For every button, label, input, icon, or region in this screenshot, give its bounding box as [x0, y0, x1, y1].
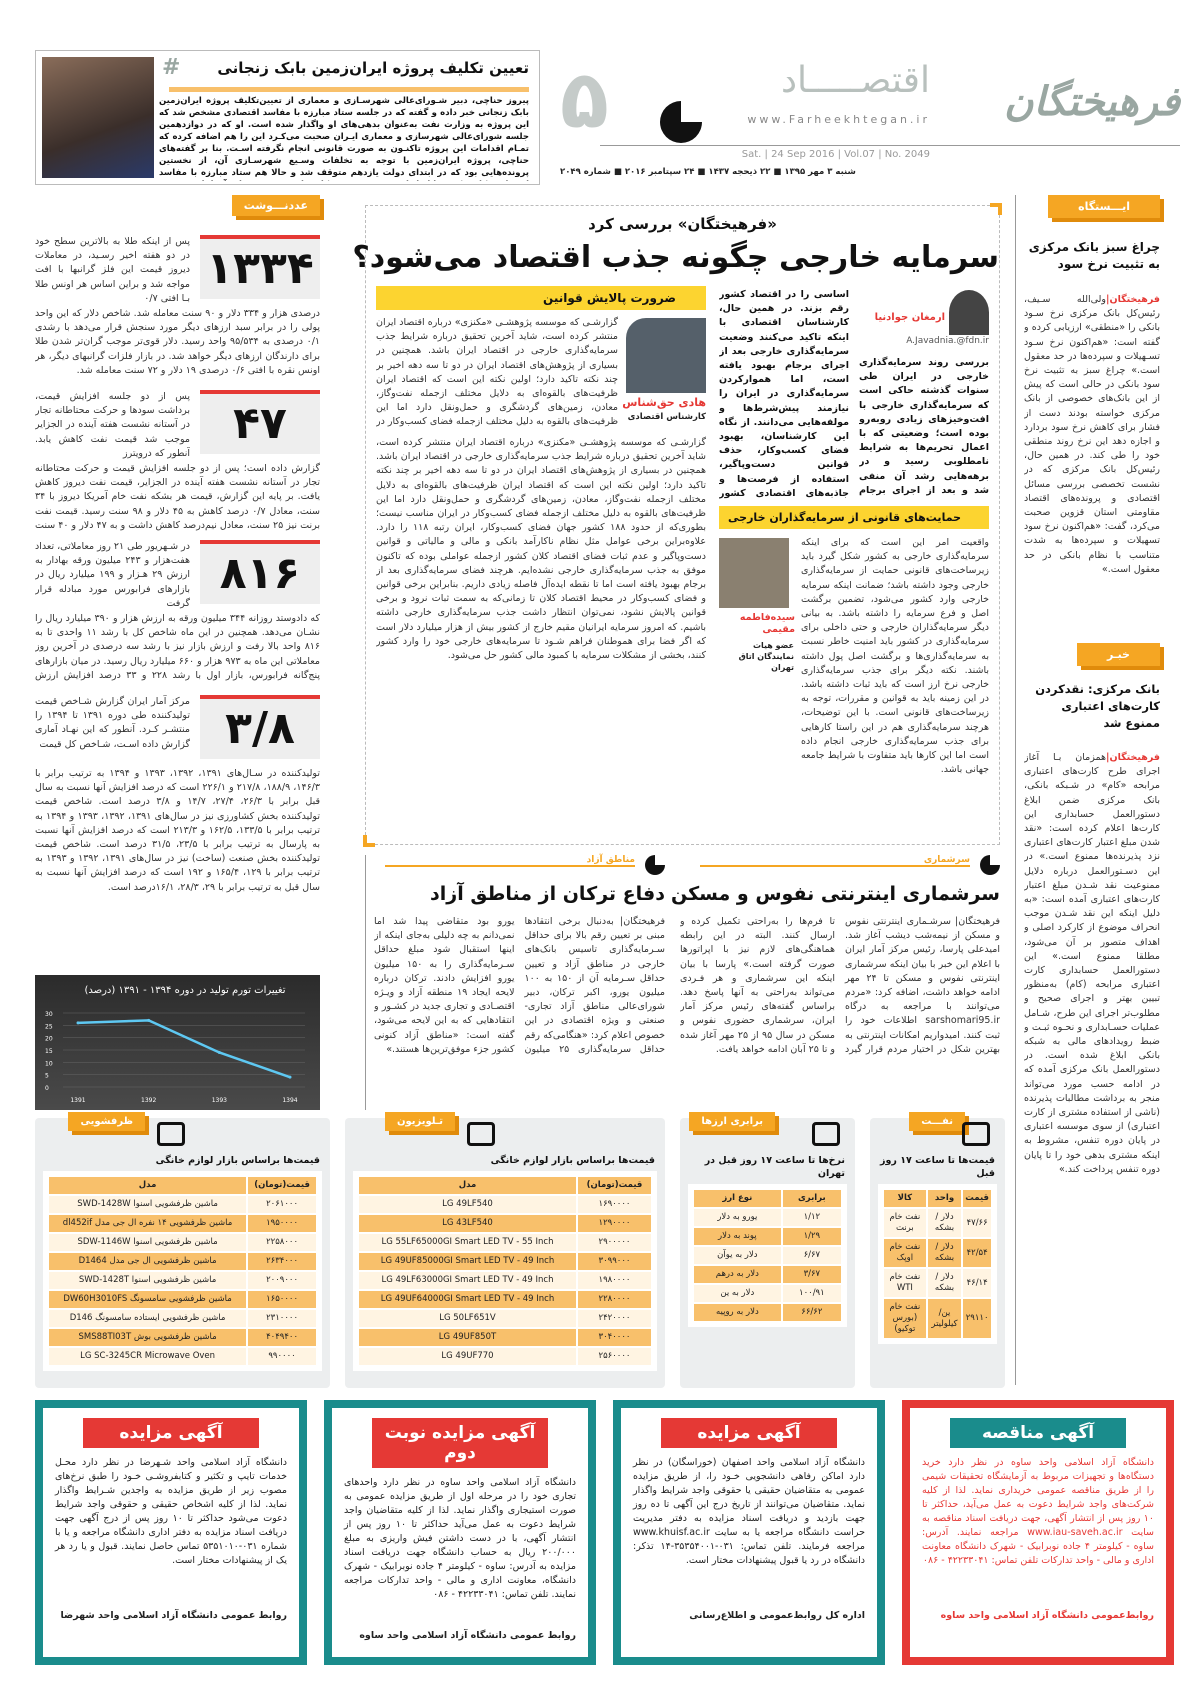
table-row: [359, 1234, 651, 1251]
oil-tag: نفـــت: [909, 1112, 965, 1131]
column-header: مدل: [49, 1177, 246, 1194]
table-cell: LG 49UF850T: [359, 1329, 576, 1346]
table-cell: LG 49UF770: [359, 1348, 576, 1365]
big-number: ۴۷: [200, 390, 320, 454]
ad-body: دانشگاه آزاد اسلامی واحد ساوه در نظر دارد واحدهای تجاری خود را در مرحله اول از طریق مزایده عمومی به صورت استیجاری واگذار نماید. لذا از کلیه متقاضیان واجد شرایط دعوت به عمل می‌آید حداکثر تا ۱۰ روز پس از انتشار آگهی، با در دست داشتن فیش واریزی به مبلغ ۲۰۰/۰۰۰ ریال به حساب دانشگاه جهت دریافت اسناد مزایده به آدرس: ساوه - کیلومتر ۴ جاده نوبرابیک - شهرک دانشگاه، معاونت اداری و مالی - واحد تدارکات مراجعه نمایند. تلفن تماس: ۴۲۲۳۳۰۴۱ - ۰۸۶: [344, 1477, 577, 1600]
author-photo: [949, 290, 989, 335]
expert2-name: سیده‌فاطمه مقیمی: [739, 612, 795, 635]
free-zones-tag: مناطق آزاد: [385, 855, 635, 867]
table-row: [49, 1272, 316, 1289]
story1-body: فرهیختگان|ولی‌الله سـیف، رئیس‌کل بانک مرکزی نرخ سـود بانکی را «منطقی» ارزیابی کرده و گفته است: «هم‌اکنون نرخ سـود تسـهیلات و سپرده‌ها در حد معقول است.» چراغ سبز به تثبیت نرخ سود بانکی در حالی است که پیش از این بانک‌های خصوصی از بانک مرکزی خواسته بودند دست از فشار برای کاهش نرخ سود بردارد و اجازه دهد این نرخ روند منطقی خود را طی کند. در همین حال، رئیس‌کل بانک مرکزی که در نشست تخصصی بررسی مسائل اقتصادی و پرونده‌های اقتصاد مقاومتی استان قزوین صحبت می‌کرد، گفت: «هم‌اکنون نرخ سود تسهیلات و سپرده‌ها به شدت متناسب با نظام بانکی در حد معقول است.»: [1024, 294, 1160, 575]
ad-footer: روابط عمومی دانشگاه آزاد اسلامی واحد شهرضا: [60, 1610, 287, 1621]
ad-footer: روابط‌عمومی دانشگاه آزاد اسلامی واحد ساوه: [940, 1610, 1154, 1621]
ad-box: [324, 1400, 596, 1665]
free-zones-title: دفاع ترکان از مناطق آزاد: [430, 883, 665, 905]
table-row: [694, 1304, 841, 1321]
inflation-chart: [35, 975, 320, 1110]
column-header: برابری: [783, 1190, 841, 1207]
table-cell: نفت خام (بورس توکیو): [884, 1299, 926, 1338]
news-tag: خبـر: [1077, 643, 1160, 666]
table-row: [359, 1196, 651, 1213]
table-cell: نفت خام WTI: [884, 1269, 926, 1297]
table-cell: ۴۶/۱۴: [963, 1269, 991, 1297]
data-point: [218, 1051, 221, 1054]
table-cell: ۳۰۹۹۰۰۰: [578, 1253, 651, 1270]
x-tick-label: 1393: [211, 1097, 227, 1104]
ad-title: آگهی مزایده: [83, 1418, 259, 1448]
table-cell: ۲۴۲۰۰۰۰: [578, 1310, 651, 1327]
table-row: [359, 1253, 651, 1270]
table-cell: LG 55LF65000GI Smart LED TV - 55 Inch: [359, 1234, 576, 1251]
table-cell: ۱۶۹۰۰۰۰: [578, 1196, 651, 1213]
table-cell: ۱۲۹۰۰۰۰: [578, 1215, 651, 1232]
author-box: [859, 290, 989, 350]
table-row: [49, 1291, 316, 1308]
series-line: [78, 1020, 290, 1077]
table-cell: ۲۶۳۴۰۰۰: [248, 1253, 316, 1270]
table-cell: نفت خام برنت: [884, 1209, 926, 1237]
expert-name: هادی حق‌شناس: [622, 396, 706, 409]
table-row: [694, 1228, 841, 1245]
numbers-tag: عددنـــوشت: [232, 195, 320, 216]
subsection-laws-body-cont: گزارشـی که موسسه پژوهشـی «مکنزی» درباره اقتصاد ایران منتشر کرده است، شاید آخرین تحقیق درباره شرایط جذب سرمایه‌گذاری خارجی در اقتصاد ایران باشد. همچنین در بسیاری از پژوهش‌های اقتصاد ایران در دو تا سه دهه اخیر بر چند نکته تاکید دارد؛ اولین نکته این است که اقتصاد ایران ظرفیت‌های بالقوه‌ای به دلایل مختلف ازجمله نفت‌وگاز، معادن، زمین‌های گردشگری و حمل‌ونقل دارد اما این ظرفیت‌های بالقوه به دلیل مختلف ازجمله فضای کسب‌وکار در ایران مناسب نیست؛ بطوری‌که از حدود ۱۸۸ کشور جهان فضای کسب‌وکار، ایران رتبه ۱۱۸ را دارد. علاوه‌براین برخی عوامل مثل نظام ناکارآمد بانکی و مالی و مالیاتی و قوانین دست‌وپاگیر و عدم ثبات فضای اقتصاد کلان کشور ازجمله عواملی بوده که تاکنون موفق به جذب سرمایه‌گذاری خارجی نشده‌ایم. هرچند فضای سرمایه‌گذاری بعد از برجام بهبود یافته است اما تا نقطه ایده‌آل فاصله زیادی داریم. بنابراین برخی قوانین و فضای کسب‌وکار در محیط اقتصاد کلان تا زمانی‌که به سمت ثبات نرود و برخی قوانین پالایش نشود، نمی‌توان انتظار داشت جذب سرمایه‌گذاری خارجی داشته باشیم. که امروز سرمایه ایرانیان مقیم خارج از کشور بیش از هزار میلیارد دلار است که اگر فضا برای هموطنان فراهم شـود تا سرمایه‌های خارجی خود را وارد کشور کنند، بخشی از مشکلات سرمایه با کمبود مالی کشور حل می‌شود.: [376, 437, 706, 662]
table-cell: ۱/۱۲: [783, 1209, 841, 1226]
oil-caption: قیمت‌ها تا ساعت ۱۷ روز قبل: [880, 1155, 995, 1179]
y-tick-label: 15: [45, 1048, 53, 1055]
table-row: [359, 1272, 651, 1289]
table-cell: ماشین ظرفشویی ال جی مدل D1464: [49, 1253, 246, 1270]
ad-title: آگهی مزایده نوبت دوم: [372, 1418, 548, 1468]
table-cell: ۱/۲۹: [783, 1228, 841, 1245]
tv-caption: قیمت‌ها براساس بازار لوازم خانگی: [490, 1155, 655, 1166]
table-cell: LG 49LF540: [359, 1196, 576, 1213]
table-row: [884, 1209, 991, 1237]
number-lead: در شـهریور طی ۲۱ روز معاملاتی، تعداد هفت‌هزار و ۲۴۳ میلیون ورقه بهادار به ارزش ۲۹ هـزار و ۱۹۹ میلیارد ریال در بازارهای فرابورس مورد مبادله قرار گرفت: [35, 541, 190, 609]
table-row: [694, 1209, 841, 1226]
census-tag: سرشماری: [700, 855, 970, 867]
table-cell: LG SC-3245CR Microwave Oven: [49, 1348, 246, 1365]
table-cell: ۱۹۸۰۰۰۰: [578, 1272, 651, 1289]
table-cell: ۳۰۴۰۰۰۰: [578, 1329, 651, 1346]
table-cell: نفت خام اوپک: [884, 1239, 926, 1267]
census-body: فرهیختگان| سرشـماری اینترنتی نفوس و مسکن از نیمه‌شب دیشب آغاز شد. امیدعلی پارسا، رئیس مرکز آمار ایران با اعلام این خبر با بیان اینکه سرشماری اینترنتی نفوس و مسکن تا ۲۴ مهر ادامه خواهد داشت، اضافه کرد: «مردم می‌توانند با مراجعه به درگاه sarshomari95.ir اطلاعات خود را ثبت کنند. امیدواریم امکانات اینترنتی به بهترین شکل در اختیار مردم قرار گیرد تا فرم‌ها را به‌راحتی تکمیل کرده و ارسال کنند. البته در این رابطه هماهنگی‌های لازم نیز با اپراتورها صورت گرفته است.» پارسا با بیان اینکه این سرشماری و هر فـردی می‌تواند به‌راحتی به آنها پاسخ دهد. براساس گفته‌های رئیس مرکز آمار ایران، سرشماری حضوری نفوس و مسکن در سال ۹۵ از ۲۵ مهر آغاز شده و تا ۲۵ آبان ادامه خواهد یافت.: [680, 916, 1000, 1055]
tv-price-panel: [345, 1118, 665, 1388]
number-body: درصدی هزار و ۳۳۴ دلار و ۹۰ سنت معامله شد. شاخص دلار که این واحد پولی را در برابر سبد ارزهای دیگر مورد سنجش قرار می‌دهد با رشدی ۰/۱ درصدی به ۹۵/۵۳۴ واحد رسید. دلار قوی‌تر موجب گران‌تر شدن طلا برای دارندگان ارزهای دیگر خواهد شد. در بازار فلزات گرانبهای دیگر، هر اونس نقره با افتی ۰/۶ درصدی ۱۹ دلار و ۷۲ سنت معامله شد.: [35, 308, 320, 376]
ad-body: دانشگاه آزاد اسلامی واحد ساوه در نظر دارد خرید دستگاه‌ها و تجهیزات مربوط به آزمایشگاه تحقیقات شیمی را از طریق مناقصه عمومی خریداری نماید. لذا از کلیه شرکت‌های واجد شرایط دعوت به عمل می‌آید، حداکثر تا ۱۰ روز پس از انتشار آگهی، جهت دریافت اسناد مناقصه به سایت www.iau-saveh.ac.ir مراجعه نمایند. آدرس: ساوه - کیلومتر ۴ جاده نوبرابیک - شهرک دانشگاه معاونت اداری و مالی - واحد تدارکات تلفن تماس: ۴۲۲۳۳۰۴۱ - ۰۸۶: [922, 1457, 1154, 1566]
ad-body: دانشگاه آزاد اسلامی واحد اصفهان (خوراسگان) در نظر دارد اماکن رفاهی دانشجویی خـود را، از طریق مزایده عمومی به متقاضیان حقیقی یا حقوقی واجد شرایط واگذار نماید. متقاضیان می‌توانند از تاریخ درج این آگهی تا ده روز جهت بازدید و دریافت اسناد مزایده به دفتر مدیریت حراست دانشگاه مراجعه یا به سایت www.khuisf.ac.ir مراجعه فرمایند. تلفن تماس: ۰۳۱-۳۵۳۵۴۰۰۱-۱۴ تذکر: دانشگاه در رد یا قبول پیشنهادات مختار است.: [633, 1457, 865, 1566]
y-tick-label: 0: [45, 1085, 49, 1092]
oil-table: [882, 1188, 993, 1340]
number-lead: پس از دو جلسه افزایش قیمت، برداشت سودها و حرکت محتاطانه تجار در آستانه نشست هفته آینده در الجزایر موجب شد قیمت نفت کاهش یابد. آنطور که درویترز: [35, 391, 190, 459]
table-cell: ۳/۶۷: [783, 1266, 841, 1283]
table-row: [49, 1234, 316, 1251]
table-row: [694, 1266, 841, 1283]
table-cell: ماشین ظرفشویی اسنوا SDW-1146W: [49, 1234, 246, 1251]
big-number: ۳/۸: [200, 695, 320, 759]
x-tick-label: 1394: [282, 1097, 298, 1104]
table-cell: LG 49UF64000GI Smart LED TV - 49 Inch: [359, 1291, 576, 1308]
chart-svg: [35, 975, 320, 1110]
table-cell: ۲۹۱۱۰: [963, 1299, 991, 1338]
currency-caption: نرخ‌ها تا ساعت ۱۷ روز قبل در تهران: [704, 1155, 845, 1179]
table-cell: ماشین ظرفشویی سامسونگ DW60H3010FS: [49, 1291, 246, 1308]
table-row: [884, 1299, 991, 1338]
table-cell: LG 43LF540: [359, 1215, 576, 1232]
table-row: [694, 1285, 841, 1302]
expert-role: کارشناس اقتصادی: [627, 412, 706, 422]
table-cell: ۲۰۶۱۰۰۰: [248, 1196, 316, 1213]
story1-title: چراغ سبز بانک مرکزی به تثبیت نرخ سود: [1028, 240, 1160, 271]
table-row: [49, 1253, 316, 1270]
dishwasher-table: [47, 1175, 318, 1367]
free-zones-body: فرهیختگان| به‌دنبال برخی انتقادها مبنی بر تعیین رقم بالا برای حداقل سـرمایه‌گذاری تاسیس بانک‌های خارجی در مناطق آزاد و تعیین حداقل سـرمایه آن از ۱۵۰ به ۱۰۰ میلیون یورو، اکبر ترکان، دبیر شورای‌عالی مناطق آزاد تجاری-صنعتی و ویژه اقتصادی در این خصوص اعلام کرد: «هنگامی‌که رقم حداقل سرمایه‌گذاری ۲۵ میلیون یورو بود متقاضی پیدا شد اما نمی‌دانم به چه دلیلی به‌جای اینکه از اینها استقبال شود مبلغ حداقل سـرمایه‌گذاری را به ۱۵۰ میلیون یورو افزایش دادند. ترکان درباره لایحه ایجاد ۱۹ منطقه آزاد و ویـژه اقتصـادی و تجاری جدید در کشـور و انتقادهایی که به این لایحه می‌شود، گفته است: «مناطق آزاد کنونی کشور جزء موفق‌ترین‌ها هستند.»: [374, 916, 665, 1055]
main-feature: [352, 205, 1000, 845]
column-header: واحد: [928, 1190, 962, 1207]
table-cell: LG 50LF651V: [359, 1310, 576, 1327]
website[interactable]: www.Farheekhtegan.ir: [747, 113, 930, 126]
currency-tag: برابری ارزها: [689, 1112, 775, 1131]
author-name: ارمغان جوادنیا: [874, 312, 945, 323]
table-cell: ۴۷/۶۶: [963, 1209, 991, 1237]
table-cell: ین/ کیلولیتر: [928, 1299, 962, 1338]
story2-title: بانک مرکزی: نقدکردن کارت‌های اعتباری ممنوع شد: [1035, 682, 1160, 730]
column-header: کالا: [884, 1190, 926, 1207]
date-fa: شنبه ۳ مهر ۱۳۹۵ ■ ۲۲ ذیحجه ۱۴۳۷ ■ ۲۴ سپتامبر ۲۰۱۶ ■ شماره ۲۰۴۹: [560, 167, 856, 177]
free-zones-article: [365, 855, 665, 1110]
subsection-legal-support: [719, 506, 989, 841]
table-cell: ۱۹۵۰۰۰۰: [248, 1215, 316, 1232]
table-cell: دلار به یوآن: [694, 1247, 781, 1264]
column-header: نوع ارز: [694, 1190, 781, 1207]
table-cell: ۱۶۵۰۰۰۰: [248, 1291, 316, 1308]
ad-box: [902, 1400, 1174, 1665]
table-cell: دلار به روپیه: [694, 1304, 781, 1321]
top-story-title: تعیین تکلیف پروژه ایران‌زمین بابک زنجانی: [217, 59, 529, 77]
table-row: [884, 1269, 991, 1297]
data-point: [77, 1021, 80, 1024]
subsection-laws: [376, 286, 706, 836]
table-row: [884, 1239, 991, 1267]
dishwasher-icon: [157, 1122, 185, 1146]
oil-price-panel: [870, 1118, 1005, 1388]
table-cell: ۲۵۶۰۰۰۰: [578, 1348, 651, 1365]
big-number: ۱۳۳۴: [200, 235, 320, 299]
table-cell: ۴۰۴۹۴۰۰: [248, 1329, 316, 1346]
table-cell: دلار / بشکه: [928, 1239, 962, 1267]
pie-icon: [980, 855, 1000, 875]
expert-photo: [626, 318, 706, 393]
y-tick-label: 10: [45, 1060, 53, 1068]
chart-title: تغییرات تورم تولید در دوره ۱۳۹۴ - ۱۳۹۱ (درصد): [84, 985, 286, 996]
masthead: [560, 45, 1180, 180]
number-body: که دادوستد روزانه ۳۴۴ میلیون ورقه به ارزش هزار و ۳۹۰ میلیارد ریال را نشـان می‌دهد. همچنین در این ماه شاخص کل با رشد ۱۱ واحدی تا به ۸۱۶ واحد بالا رفت و ارزش بازار نیز با رشد سه درصدی در آخرین روز معاملاتی این ماه به ۹۷۳ هزار و ۶۶۰ میلیارد ریال رسید. در میان بازارهای پنج‌گانه فرابورس، بازار اول با رشد ۲۲۸ و ۳۳ درصد افزایش ارزش: [35, 613, 320, 681]
story2-body: فرهیختگان|همزمان بـا آغاز اجرای طرح کارت‌های اعتباری مرابحه «کام» در شـبکه بانکی، بانک مرکزی ضمن ابلاغ دستورالعمل حسابداری این کارت‌ها اعلام کرده است: «نقد شدن مبلغ اعتبار کارت‌های اعتباری نزد پذیرنده‌ها ممنوع است.» در این دسـتورالعمل درباره دلایل ممنوعیت نقد شـدن مبلغ اعتبار کارت‌های اعتباری آمده است: «به دلیل اینکه این نقد شـدن موجب انحراف موضوع از کارکرد اصلی و اهداف متصور بر آن می‌شود، مطلقا ممنوع است.» این دستورالعمل حسابداری کارت اعتباری مرابحه (کام) به‌منظور تبیین بهتر و اجرای صحیح و مطلوب‌تر اجرای این طرح، شـامل عملیات حسـابداری و نحـوه ثبـت و ضبط رویدادهای مالی به شبکه بانکی ابلاغ شده است. در دستورالعمل بانک مرکزی آمده که در ادامه حسب مورد می‌تواند منجر به برداشت مطالبات پذیرنده (ناشی از استفاده مشتری از کارت اعتباری) از سوی موسسه اعتباری در پایان دوره تنفس، مشروط به اینکه مشتری بدهی خود را تا پایان دوره تنفس پرداخت کند.»: [1024, 752, 1160, 1175]
table-row: [359, 1291, 651, 1308]
census-article: [671, 855, 1000, 1110]
table-cell: یورو به دلار: [694, 1209, 781, 1226]
kicker: «فرهیختگان» بررسی کرد: [588, 215, 777, 233]
y-tick-label: 5: [45, 1072, 49, 1080]
ad-title: آگهی مزایده: [661, 1418, 837, 1448]
subsection-laws-body: گزارشـی که موسسه پژوهشـی «مکنزی» درباره اقتصاد ایران منتشر کرده است، شاید آخرین تحقیق درباره شرایط جذب سرمایه‌گذاری خارجی در اقتصاد ایران باشد. همچنین در بسیاری از پژوهش‌های اقتصاد ایران در دو تا سه دهه اخیر بر چند نکته تاکید دارد؛ اولین نکته این است که اقتصاد ایران ظرفیت‌های بالقوه‌ای به دلایل مختلف ازجمله نفت‌وگاز، معادن، زمین‌های گردشگری و حمل‌ونقل دارد اما این ظرفیت‌های بالقوه به دلیل مختلف ازجمله فضای کسب‌وکار در: [376, 317, 618, 428]
table-cell: ۱۰۰/۹۱: [783, 1285, 841, 1302]
author-email[interactable]: A.Javadnia.@fdn.ir: [906, 336, 989, 346]
subsection-legal-title: حمایت‌های قانونی از سرمایه‌گذاران خارجی: [719, 506, 989, 529]
ad-title: آگهی مناقصه: [950, 1418, 1126, 1448]
table-cell: دلار به درهم: [694, 1266, 781, 1283]
pie-icon: [645, 855, 665, 875]
expert2-photo: [719, 538, 789, 608]
y-tick-label: 30: [45, 1011, 53, 1018]
table-row: [359, 1310, 651, 1327]
table-cell: ۲۲۸۰۰۰۰: [578, 1291, 651, 1308]
tv-icon: [467, 1122, 495, 1146]
big-number: ۸۱۶: [200, 540, 320, 604]
table-row: [49, 1329, 316, 1346]
table-cell: ماشین ظرفشویی اسنوا SWD-1428W: [49, 1196, 246, 1213]
table-row: [49, 1310, 316, 1327]
numbers-column: [35, 195, 320, 970]
table-cell: ۲۹۰۰۰۰۰: [578, 1234, 651, 1251]
page-number: ۵: [560, 53, 609, 146]
table-row: [359, 1215, 651, 1232]
subsection-legal-body: واقعیت امر این است که برای اینکه سرمایه‌گذاری خارجی به کشور شکل گیرد باید زیرساخت‌های قانونی حمایت از سرمایه‌گذاری خارجی وجود داشته باشد؛ ضمانت اینکه سرمایه خارجی وارد کشور می‌شود، تضمین برگشت اصل و فرع سرمایه را داشته باشد. به بیانی دیگر سرمایه‌گذاران خارجی و حتی داخلی برای سرمایه‌گذاری در کشور باید امنیت خاطر نسبت به سرمایه‌گذاری‌ها و برگشت اصل پول داشته باشند. نکته دیگر برای جذب سرمایه‌گذاری خارجی نرخ ارز است که باید ثبات داشته باشد. در این زمینه باید به قوانین و مقررات، توجه به زیرساخت‌های قانونی است. با این توضیحات، هرچند سرمایه‌گذاری هم در این راستا کارهایی برای جذب سرمایه‌گذاری خارجی انجام داده است اما این کارها باید متفاوت با شرایط جامعه جهانی باشد.: [801, 537, 989, 776]
right-column: [1015, 195, 1165, 1385]
lead-col-1: بررسی روند سرمایه‌گذاری خارجی در ایران طی سنوات گذشته حاکی است که سرمایه‌گذاری خارجی با افت‌وخیزهای زیادی روبه‌رو بوده است؛ وضعیتی که با اعمال تحریم‌ها به شرایط نامطلوبی رسید و در برهه‌هایی رشد آن منفی شد و بعد از اجرای برجام: [859, 357, 989, 496]
tv-tag: تـلویزیون: [385, 1112, 455, 1131]
ad-box: [35, 1400, 307, 1665]
station-tag: ایـــستگاه: [1048, 195, 1160, 218]
pie-chart-icon: [660, 101, 702, 143]
table-cell: LG 49LF63000GI Smart LED TV - 49 Inch: [359, 1272, 576, 1289]
number-body: گزارش داده است؛ پس از دو جلسه افزایش قیمت و حرکت محتاطانه تجار در آستانه نشست هفته آینده در الجزایر، قیمت نفت دیروز کاهش یافت. بر پایه این گزارش، قیمت هر بشکه نفت خام آمریکا دیروز با ۳۴ سنت، معادل ۰/۷ درصد کاهش به ۴۵ دلار و ۹۸ سنت رسید. قیمت نفت برنت نیز ۲۵ سنت، معادل نیم‌درصد کاهش داشت و به ۴۷ دلار و ۴۰ سنت: [35, 463, 320, 531]
top-story-photo: [42, 57, 154, 178]
expert2-role: عضو هیات نمایندگان اتاق تهران: [738, 641, 794, 672]
section-title: اقتصـــــاد: [780, 60, 930, 101]
dishwasher-price-panel: [35, 1118, 330, 1388]
dishwasher-caption: قیمت‌ها براساس بازار لوازم خانگی: [155, 1155, 320, 1166]
table-cell: ماشین ظرفشویی بوش SMS88TI03T: [49, 1329, 246, 1346]
table-cell: ماشین ظرفشویی ۱۴ نفره ال جی مدل dl452if: [49, 1215, 246, 1232]
table-row: [49, 1215, 316, 1232]
ad-box: [613, 1400, 885, 1665]
table-row: [359, 1329, 651, 1346]
ad-body: دانشگاه آزاد اسلامی واحد شـهرضا در نظر دارد محـل خدمات تایپ و تکثیر و کتابفروشـی خـود را طبق نرخ‌های مصوب زیر از طریق مزایده به واجدین شـرایط واگذار نماید. لذا از کلیه اشخاص حقیقی و حقوقی واجد شرایط دعوت می‌شود حداکثر تا ۱۰ روز پس از درج آگهی جهت دریافت اسناد مزایده به دفتر اداری دانشگاه مراجعه و یا با شماره ۰۳۱-۵۳۵۱۰۱۰ تماس حاصل نمایند. قبول و یا رد هر یک از پیشنهادات مختار است.: [55, 1457, 288, 1566]
newspaper-logo[interactable]: فرهیختگان: [1004, 79, 1180, 125]
table-cell: ۴۲/۵۴: [963, 1239, 991, 1267]
table-cell: ماشین ظرفشویی اسنوا SWD-1428T: [49, 1272, 246, 1289]
data-point: [289, 1076, 292, 1079]
tv-table: [357, 1175, 653, 1367]
number-body: تولیدکننده در سـال‌های ۱۳۹۱، ۱۳۹۲، ۱۳۹۳ و ۱۳۹۴ به ترتیب برابر با ۱۴۶/۳، ۱۸۸/۹، ۲۱۷/۸ و ۲۲۶/۱ است که درصد افزایش آنها نسبت به سال قبل برابر با ۲۶/۳، ۲۷/۴، ۱۴/۷ و ۳/۸ درصد است. شاخص قیمت تولیدکننده بخش کشاورزی نیز در سال‌های ۱۳۹۱، ۱۳۹۲، ۱۳۹۳ و ۱۳۹۴ به ترتیب برابر با ۱۳۳/۵، ۱۶۲/۵ و ۲۱۳/۳ است که درصد افزایش آنها نسبت به پارسال به ترتیب برابر با ۲۳/۵، ۳۱/۵ درصد است. شاخص قیمت تولیدکننده بخش صنعت (ساخت) نیز در سال‌های ۱۳۹۱، ۱۳۹۲ و ۱۳۹۳ به ترتیب برابر با ۱۲۹، ۱۶۵/۴ و ۱۹۲ است که درصد افزایش آنها نسبت به سال قبل به ترتیب برابر با ۲۹، ۲۸/۳، ۱۶/۱درصد است.: [35, 768, 320, 893]
subsection-laws-title: ضرورت پالایش قوانین: [376, 286, 706, 310]
number-lead: پس از اینکه طلا به بالاترین سطح خود در دو هفته اخیر رسـید، در معاملات دیروز قیمت این فلز گرانبها با افت مواجه شد و براین اساس هر اونس طلا بـا افتی ۰/۷: [35, 236, 190, 304]
table-row: [694, 1247, 841, 1264]
top-story-body: پیروز حناچی، دبیر شـورای‌عالی شهرسـازی و معماری از تعیین‌تکلیف پروژه ایران‌زمین بابک زنجانی خبر داده و گفته که در جلسه ستاد مبارزه با مفاسد اقتصادی مشخص شد که این پروژه به وزارت نفت به‌عنوان بدهی‌های او واگذار شده است. او که در دوازدهمین جلسه شورای‌عالی شهرسازی و معماری ایـران صحبت می‌کـرد این را هم اضافه کرده که تمـام اقدامات این پروژه تاکنـون به صورت قانونی انجام نگرفته اسـت. بنا بر گفته‌های حناچی، پروژه ایران‌زمین با توجه به تخلفات وسـیع شهرسـازی آن، از نخستین پرونده‌هایی بود که در ابتدای دولت یازدهم متوقف شد و حالا هم ستاد مبارزه با مفاسد: [159, 96, 529, 178]
date-en: Sat. | 24 Sep 2016 | Vol.07 | No. 2049: [741, 149, 930, 160]
lead-col-2: اساسی را در اقتصاد کشور رقم بزند. در همین حال، کارشناسان اقتصادی با اینکه تاکید می‌کنند وضعیت سرمایه‌گذاری خارجی بعد از اجرای برجام بهبود یافته است، اما هموارکردن سرمایه‌گذاری در ایران را نیازمند پیش‌شرط‌ها و مولفه‌هایی می‌دانند. از نگاه این کارشناسان، بهبود فضای کسب‌وکار، حذف قوانین دست‌وپاگیر، استفاده از فرصت‌ها و جاذبه‌های اقتصادی کشور: [719, 289, 849, 499]
ad-footer: روابط عمومی دانشگاه آزاد اسلامی واحد ساوه: [359, 1630, 576, 1641]
oil-drop-icon: [962, 1122, 990, 1146]
calculator-icon: [812, 1122, 840, 1146]
table-row: [359, 1348, 651, 1365]
table-cell: ۶۶/۶۲: [783, 1304, 841, 1321]
top-story: [35, 50, 540, 185]
table-cell: ۹۹۰۰۰۰: [248, 1348, 316, 1365]
dishwasher-tag: ظرفشویی: [68, 1112, 145, 1131]
table-cell: LG 49UF85000GI Smart LED TV - 49 Inch: [359, 1253, 576, 1270]
currency-table: [692, 1188, 843, 1323]
table-row: [49, 1348, 316, 1365]
main-headline: سرمایه خارجی چگونه جذب اقتصاد می‌شود؟: [352, 240, 999, 275]
y-tick-label: 20: [45, 1035, 53, 1043]
table-cell: ۲۳۱۰۰۰۰: [248, 1310, 316, 1327]
table-cell: دلار به ین: [694, 1285, 781, 1302]
currency-price-panel: [680, 1118, 855, 1388]
column-header: قیمت(تومان): [248, 1177, 316, 1194]
table-cell: ۲۲۵۸۰۰۰: [248, 1234, 316, 1251]
table-cell: دلار / بشکه: [928, 1269, 962, 1297]
x-tick-label: 1392: [141, 1097, 157, 1104]
table-cell: ۶/۶۷: [783, 1247, 841, 1264]
y-tick-label: 25: [45, 1023, 53, 1031]
hash-icon: #: [162, 55, 181, 80]
column-header: قیمت: [963, 1190, 991, 1207]
table-cell: دلار / بشکه: [928, 1209, 962, 1237]
data-point: [147, 1019, 150, 1022]
table-cell: ماشین ظرفشویی ایستاده سامسونگ D146: [49, 1310, 246, 1327]
column-header: قیمت(تومان): [578, 1177, 651, 1194]
x-tick-label: 1391: [70, 1097, 86, 1104]
table-cell: ۲۰۰۹۰۰۰: [248, 1272, 316, 1289]
census-title: سرشماری اینترنتی نفوس و مسکن: [671, 883, 1000, 905]
column-header: مدل: [359, 1177, 576, 1194]
ad-footer: اداره کل روابط‌عمومی و اطلاع‌رسانی: [689, 1610, 865, 1621]
table-row: [49, 1196, 316, 1213]
table-cell: پوند به دلار: [694, 1228, 781, 1245]
number-lead: مرکز آمار ایران گزارش شـاخص قیمت تولیدکننده طی دوره ۱۳۹۱ تا ۱۳۹۴ را منتشـر کـرد. آنطور که این نهـاد آماری گزارش داده اسـت، شـاخص کل قیمت: [35, 696, 190, 750]
